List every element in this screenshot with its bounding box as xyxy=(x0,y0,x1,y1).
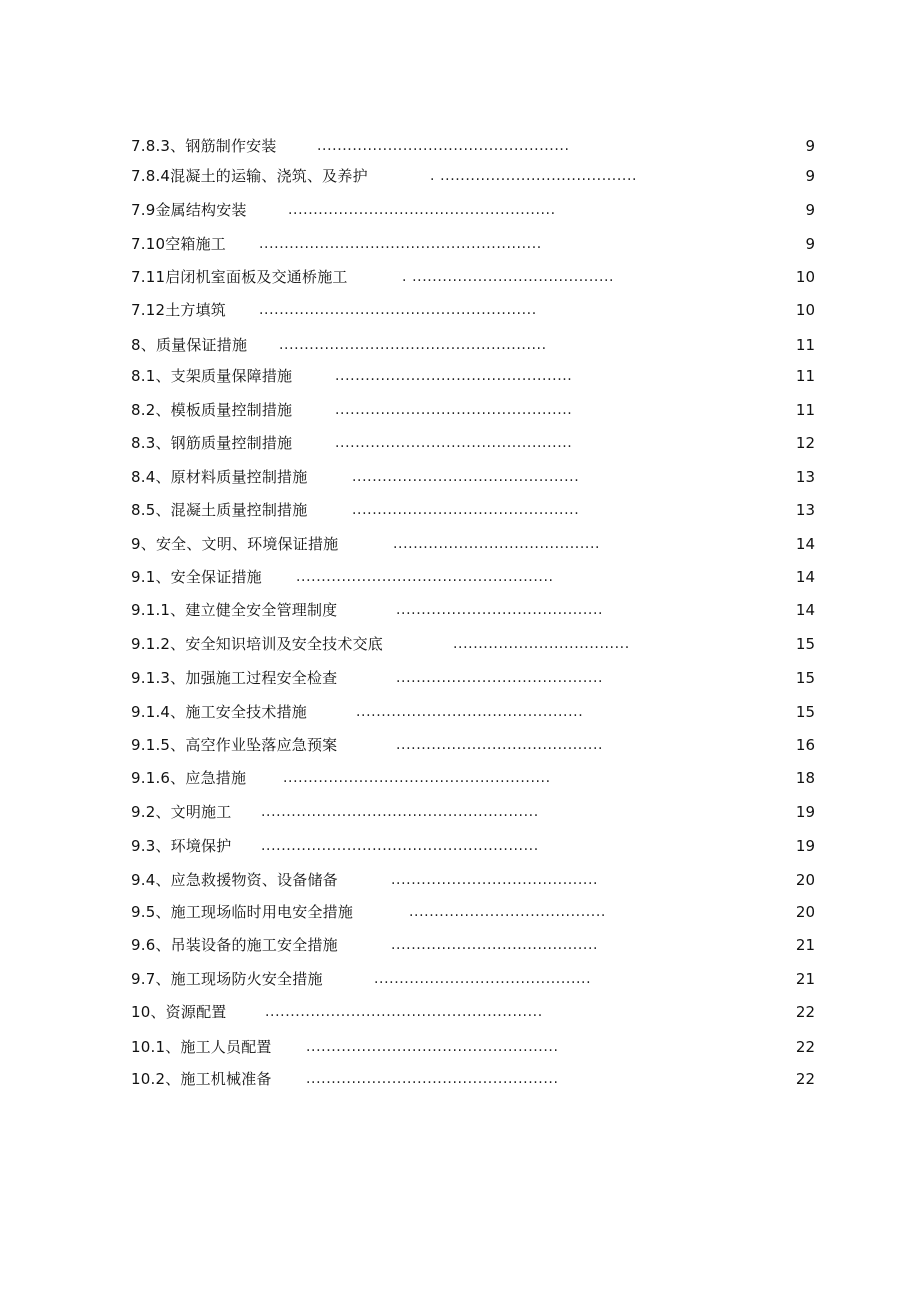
toc-entry-page: 9 xyxy=(805,201,815,219)
toc-entry[interactable] xyxy=(131,365,815,387)
toc-entry[interactable] xyxy=(131,801,815,823)
toc-entry-page: 22 xyxy=(795,1038,815,1056)
toc-entry-title: 9、安全、文明、环境保证措施 xyxy=(131,535,339,553)
toc-entry-title: 9.5、施工现场临时用电安全措施 xyxy=(131,903,354,921)
toc-entry[interactable] xyxy=(131,135,815,157)
toc-entry-title: 9.1.2、安全知识培训及安全技术交底 xyxy=(131,635,383,653)
toc-entry-leader: ......................................... xyxy=(396,602,604,618)
toc-entry-leader: ............................................. xyxy=(352,469,580,485)
toc-entry-title: 9.7、施工现场防火安全措施 xyxy=(131,970,323,988)
toc-entry-page: 21 xyxy=(795,970,815,988)
toc-entry-leader: ............................................. xyxy=(356,704,584,720)
toc-entry-leader: .................................................. xyxy=(317,138,570,154)
toc-entry-page: 9 xyxy=(805,235,815,253)
toc-entry-leader: ......................................... xyxy=(396,670,604,686)
toc-entry[interactable] xyxy=(131,701,815,723)
toc-entry-page: 14 xyxy=(795,601,815,619)
toc-entry-page: 16 xyxy=(795,736,815,754)
toc-entry[interactable] xyxy=(131,734,815,756)
toc-entry[interactable] xyxy=(131,299,815,321)
toc-entry-leader: ................................... xyxy=(453,636,630,652)
toc-entry[interactable] xyxy=(131,633,815,655)
toc-entry-page: 11 xyxy=(795,336,815,354)
toc-entry-leader: ..................................................... xyxy=(279,337,547,353)
toc-entry-title: 8.3、钢筋质量控制措施 xyxy=(131,434,293,452)
toc-entry[interactable] xyxy=(131,1001,815,1023)
toc-entry-title: 9.1.1、建立健全安全管理制度 xyxy=(131,601,338,619)
toc-entry-page: 15 xyxy=(795,635,815,653)
toc-entry-page: 10 xyxy=(795,301,815,319)
toc-entry-title: 9.6、吊装设备的施工安全措施 xyxy=(131,936,338,954)
toc-entry-page: 13 xyxy=(795,468,815,486)
toc-entry-page: 19 xyxy=(795,803,815,821)
toc-entry-title: 9.1.3、加强施工过程安全检查 xyxy=(131,669,338,687)
toc-entry-leader: ........................................... xyxy=(374,971,592,987)
toc-entry-title: 9.4、应急救援物资、设备储备 xyxy=(131,871,338,889)
toc-entry-title: 7.8.3、钢筋制作安装 xyxy=(131,137,277,155)
toc-entry-title: 9.1.4、施工安全技术措施 xyxy=(131,703,307,721)
toc-entry[interactable] xyxy=(131,835,815,857)
toc-entry[interactable] xyxy=(131,199,815,221)
toc-entry-title: 8.5、混凝土质量控制措施 xyxy=(131,501,308,519)
toc-entry[interactable] xyxy=(131,499,815,521)
toc-entry-leader: ................................................... xyxy=(296,569,554,585)
toc-entry[interactable] xyxy=(131,399,815,421)
toc-entry[interactable] xyxy=(131,165,815,187)
toc-entry[interactable] xyxy=(131,667,815,689)
toc-entry-title: 9.3、环境保护 xyxy=(131,837,232,855)
toc-entry-page: 13 xyxy=(795,501,815,519)
toc-entry[interactable] xyxy=(131,566,815,588)
toc-entry-page: 22 xyxy=(795,1070,815,1088)
toc-entry-leader: ....................................................... xyxy=(259,302,537,318)
toc-entry[interactable] xyxy=(131,901,815,923)
toc-entry[interactable] xyxy=(131,934,815,956)
toc-entry[interactable] xyxy=(131,599,815,621)
toc-entry-title: 8.1、支架质量保障措施 xyxy=(131,367,293,385)
toc-entry-leader: ..................................................... xyxy=(283,770,551,786)
toc-entry-leader: ......................................... xyxy=(391,937,599,953)
toc-entry-title: 7.9金属结构安装 xyxy=(131,201,247,219)
toc-entry-leader: ....................................................... xyxy=(261,838,539,854)
toc-entry-title: 9.1.6、应急措施 xyxy=(131,769,247,787)
toc-entry[interactable] xyxy=(131,432,815,454)
toc-entry-title: 7.12土方填筑 xyxy=(131,301,226,319)
toc-entry-page: 10 xyxy=(795,268,815,286)
toc-entry-page: 21 xyxy=(795,936,815,954)
toc-entry-leader: ....................................... xyxy=(409,904,606,920)
toc-entry[interactable] xyxy=(131,466,815,488)
toc-entry-leader: ............................................... xyxy=(335,368,573,384)
toc-entry-leader: ............................................... xyxy=(335,435,573,451)
toc-entry[interactable] xyxy=(131,1068,815,1090)
toc-entry-leader: ............................................. xyxy=(352,502,580,518)
toc-entry[interactable] xyxy=(131,869,815,891)
toc-entry-page: 20 xyxy=(795,871,815,889)
toc-entry-leader: ......................................... xyxy=(391,872,599,888)
toc-entry-leader: ............................................... xyxy=(335,402,573,418)
toc-entry[interactable] xyxy=(131,334,815,356)
toc-entry[interactable] xyxy=(131,533,815,555)
toc-entry-leader: ....................................................... xyxy=(261,804,539,820)
toc-entry-page: 14 xyxy=(795,535,815,553)
toc-entry-title: 8.2、模板质量控制措施 xyxy=(131,401,293,419)
toc-entry-title: 10.1、施工人员配置 xyxy=(131,1038,272,1056)
toc-entry-leader: ..................................................... xyxy=(288,202,556,218)
toc-entry-page: 14 xyxy=(795,568,815,586)
toc-entry-title: 7.10空箱施工 xyxy=(131,235,226,253)
toc-entry-title: 7.8.4混凝土的运输、浇筑、及养护 xyxy=(131,167,368,185)
toc-entry-page: 15 xyxy=(795,669,815,687)
toc-entry-leader: . ....................................... xyxy=(430,168,638,184)
toc-entry-leader: .................................................. xyxy=(306,1039,559,1055)
toc-entry-page: 9 xyxy=(805,167,815,185)
toc-entry-leader: . ........................................ xyxy=(402,269,615,285)
toc-entry-leader: ........................................................ xyxy=(259,236,542,252)
toc-entry-title: 9.2、文明施工 xyxy=(131,803,232,821)
toc-entry-title: 8、质量保证措施 xyxy=(131,336,248,354)
toc-entry[interactable] xyxy=(131,233,815,255)
toc-entry[interactable] xyxy=(131,1036,815,1058)
toc-entry-leader: ......................................... xyxy=(393,536,601,552)
toc-entry-page: 22 xyxy=(795,1003,815,1021)
toc-entry-page: 12 xyxy=(795,434,815,452)
toc-entry-title: 10、资源配置 xyxy=(131,1003,227,1021)
toc-entry-leader: ......................................... xyxy=(396,737,604,753)
toc-entry-page: 11 xyxy=(795,401,815,419)
toc-entry-page: 19 xyxy=(795,837,815,855)
toc-entry-page: 9 xyxy=(805,137,815,155)
toc-entry[interactable] xyxy=(131,767,815,789)
toc-entry-page: 18 xyxy=(795,769,815,787)
toc-entry-page: 20 xyxy=(795,903,815,921)
toc-entry-title: 9.1、安全保证措施 xyxy=(131,568,262,586)
toc-entry[interactable] xyxy=(131,968,815,990)
toc-entry-title: 7.11启闭机室面板及交通桥施工 xyxy=(131,268,348,286)
toc-entry-leader: ....................................................... xyxy=(265,1004,543,1020)
toc-entry[interactable] xyxy=(131,266,815,288)
toc-entry-title: 9.1.5、高空作业坠落应急预案 xyxy=(131,736,338,754)
toc-entry-title: 8.4、原材料质量控制措施 xyxy=(131,468,308,486)
toc-entry-leader: .................................................. xyxy=(306,1071,559,1087)
toc-entry-page: 11 xyxy=(795,367,815,385)
toc-entry-page: 15 xyxy=(795,703,815,721)
toc-entry-title: 10.2、施工机械准备 xyxy=(131,1070,272,1088)
